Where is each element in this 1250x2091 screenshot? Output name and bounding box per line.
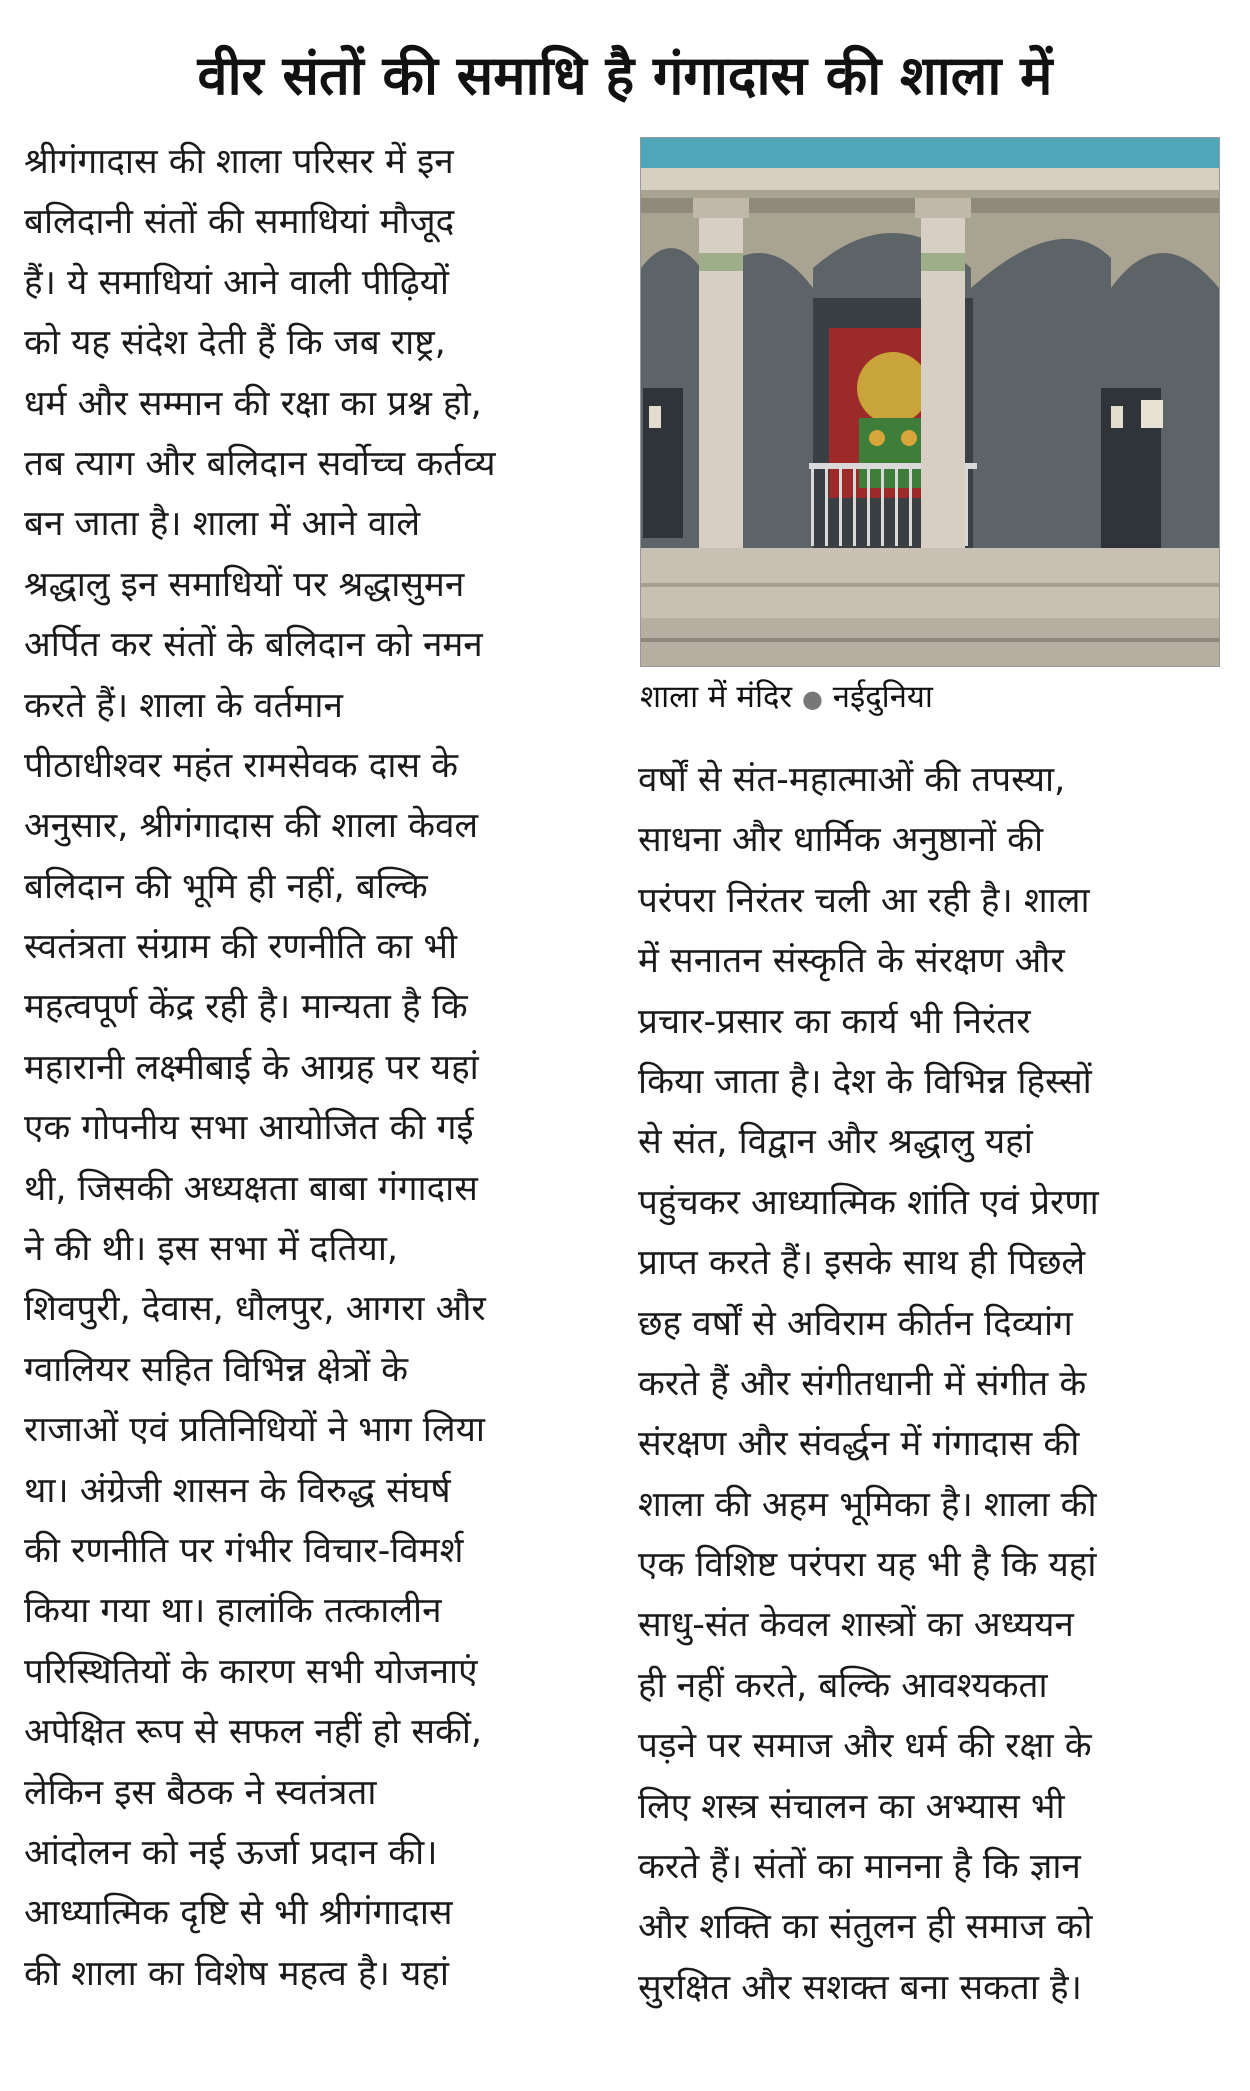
article-line: किया गया था। हालांकि तत्कालीन (24, 1591, 442, 1632)
article-line: साधु-संत केवल शास्त्रों का अध्ययन (638, 1605, 1074, 1646)
article-line: थी, जिसकी अध्यक्षता बाबा गंगादास (24, 1168, 478, 1209)
article-headline: वीर संतों की समाधि है गंगादास की शाला में (197, 44, 1053, 108)
bullet-icon: ● (801, 685, 823, 713)
article-line: महारानी लक्ष्मीबाई के आग्रह पर यहां (24, 1047, 479, 1088)
photo-caption (640, 677, 1220, 719)
article-line: छह वर्षों से अविराम कीर्तन दिव्यांग (638, 1303, 1073, 1344)
article-line: था। अंग्रेजी शासन के विरुद्ध संघर्ष (24, 1470, 451, 1511)
article-line: करते हैं। संतों का मानना है कि ज्ञान (638, 1847, 1081, 1888)
article-line: अनुसार, श्रीगंगादास की शाला केवल (24, 806, 479, 847)
article-line: पीठाधीश्वर महंत रामसेवक दास के (24, 745, 459, 786)
article-line: तब त्याग और बलिदान सर्वोच्च कर्तव्य (24, 443, 496, 484)
article-line: में सनातन संस्कृति के संरक्षण और (638, 941, 1065, 982)
article-line: से संत, विद्वान और श्रद्धालु यहां (638, 1122, 1033, 1163)
article-line: पहुंचकर आध्यात्मिक शांति एवं प्रेरणा (638, 1182, 1099, 1223)
article-line: प्राप्त करते हैं। इसके साथ ही पिछले (638, 1243, 1086, 1284)
article-line: की रणनीति पर गंभीर विचार-विमर्श (24, 1530, 464, 1571)
article-line: शिवपुरी, देवास, धौलपुर, आगरा और (24, 1289, 486, 1330)
caption-credit: नईदुनिया (832, 679, 933, 715)
article-line: परिस्थितियों के कारण सभी योजनाएं (24, 1651, 478, 1692)
article-line: लिए शस्त्र संचालन का अभ्यास भी (638, 1786, 1065, 1827)
caption-text: शाला में मंदिर (640, 679, 793, 715)
article-line: श्रद्धालु इन समाधियों पर श्रद्धासुमन (24, 564, 465, 605)
article-line: करते हैं। शाला के वर्तमान (24, 685, 343, 726)
article-line: बलिदानी संतों की समाधियां मौजूद (24, 202, 455, 243)
article-line: ने की थी। इस सभा में दतिया, (24, 1229, 399, 1270)
temple-illustration (641, 138, 1219, 666)
article-line: आंदोलन को नई ऊर्जा प्रदान की। (24, 1832, 438, 1873)
article-line: राजाओं एवं प्रतिनिधियों ने भाग लिया (24, 1410, 485, 1451)
article-line: अपेक्षित रूप से सफल नहीं हो सकीं, (24, 1712, 483, 1753)
article-line: बन जाता है। शाला में आने वाले (24, 504, 421, 545)
article-line: स्वतंत्रता संग्राम की रणनीति का भी (24, 927, 458, 968)
article-line: बलिदान की भूमि ही नहीं, बल्कि (24, 866, 428, 907)
article-line: को यह संदेश देती हैं कि जब राष्ट्र, (24, 323, 446, 364)
article-line: संरक्षण और संवर्द्धन में गंगादास की (638, 1424, 1080, 1465)
article-line: अर्पित कर संतों के बलिदान को नमन (24, 625, 483, 666)
article-line: परंपरा निरंतर चली आ रही है। शाला (638, 880, 1090, 921)
article-line: धर्म और सम्मान की रक्षा का प्रश्न हो, (24, 383, 482, 424)
article-line: हैं। ये समाधियां आने वाली पीढ़ियों (24, 262, 449, 303)
article-line: करते हैं और संगीतधानी में संगीत के (638, 1363, 1087, 1404)
article-column-right (638, 750, 1218, 2018)
article-line: और शक्ति का संतुलन ही समाज को (638, 1907, 1093, 1948)
article-line: सुरक्षित और सशक्त बना सकता है। (638, 1967, 1082, 2008)
article-line: ग्वालियर सहित विभिन्न क्षेत्रों के (24, 1349, 409, 1390)
article-line: प्रचार-प्रसार का कार्य भी निरंतर (638, 1001, 1031, 1042)
article-line: पड़ने पर समाज और धर्म की रक्षा के (638, 1726, 1092, 1767)
article-line: आध्यात्मिक दृष्टि से भी श्रीगंगादास (24, 1893, 453, 1934)
article-line: एक विशिष्ट परंपरा यह भी है कि यहां (638, 1545, 1097, 1586)
article-line: साधना और धार्मिक अनुष्ठानों की (638, 820, 1044, 861)
article-line: ही नहीं करते, बल्कि आवश्यकता (638, 1665, 1048, 1706)
temple-photo (640, 137, 1220, 667)
article-line: श्रीगंगादास की शाला परिसर में इन (24, 142, 454, 182)
article-line: महत्वपूर्ण केंद्र रही है। मान्यता है कि (24, 987, 468, 1028)
article-line: किया जाता है। देश के विभिन्न हिस्सों (638, 1061, 1092, 1102)
article-line: की शाला का विशेष महत्व है। यहां (24, 1953, 449, 1994)
article-column-left (24, 132, 584, 2004)
article-line: एक गोपनीय सभा आयोजित की गई (24, 1108, 474, 1149)
article-line: शाला की अहम भूमिका है। शाला की (638, 1484, 1097, 1525)
article-line: वर्षों से संत-महात्माओं की तपस्या, (638, 760, 1066, 800)
article-line: लेकिन इस बैठक ने स्वतंत्रता (24, 1772, 377, 1813)
